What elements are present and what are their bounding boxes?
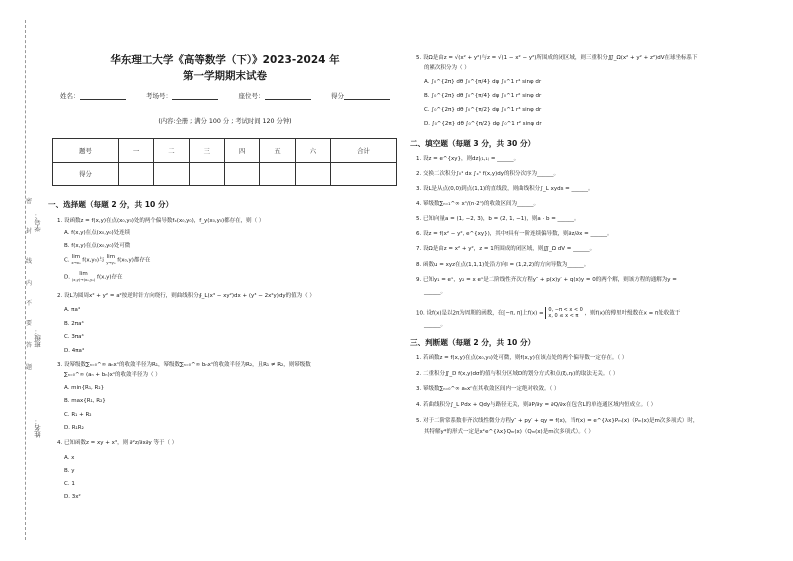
fill-blank-item-cont: ______。 [424,322,447,328]
candidate-info-row [60,91,390,100]
score-entry-cell[interactable] [224,162,259,186]
option-b: B. f(x,y)在点(x₀,y₀)处可微 [64,243,131,249]
score-table-cell: 合计 [331,139,397,163]
fill-blank-item: 9. 已知y₁ = eˣ，y₂ = x eˣ是二阶线性齐次方程y″ + p(x)y′ + q(x)y = 0的两个解，则该方程的通解为y = [416,277,677,283]
option-d: D. 4πa⁴ [64,348,85,354]
fill-blank-item: 1. 设z = e^{xy}，则dz|₍₁,₁₎ = ______。 [416,156,520,162]
seal-char: 线 [26,258,33,265]
fill-blank-item: 10. 设f(x)是以2π为周期的函数，在[−π, π]上f(x) = 0, −π < x < 0 x, 0 ≤ x < π ，则f(x)的傅里叶级数在x = π处收敛于 [416,307,681,319]
true-false-item: 5. 对于二阶常系数非齐次线性微分方程y″ + py′ + qy = f(x)，当f(x) = e^{λx}Pₘ(x)（Pₘ(x)是m次多项式）时， [416,418,699,424]
score-entry-cell[interactable] [295,162,330,186]
option-d: D. ∫₀^{2π} dθ ∫₀^{π/2} dφ ∫₀^1 r² sinφ dr [424,121,542,127]
score-entry-cell[interactable] [118,162,153,186]
fill-blank-item: 8. 函数u = xyz在点(1,1,1)处沿方向l = (1,2,2)的方向导数为______。 [416,262,590,268]
true-false-item: 2. 二重积分∬_D f(x,y)dσ的值与积分区域D的划分方式和点(ξᵢ,ηᵢ)的取法无关。（ ） [416,371,619,377]
seat-no-field: 座位号： [239,91,311,100]
score-table-cell: 题号 [53,139,119,163]
score-field: 得分 [331,91,390,100]
fill-blank-item-cont: ______。 [424,289,447,295]
fill-blank-item: 6. 设z = f(x² − y², e^{xy})，其中f具有一阶连续偏导数，则∂z/∂x = ______。 [416,231,613,237]
score-table-score-row [53,162,397,186]
section3-heading: 三、判断题（每题 2 分，共 10 分） [410,338,536,347]
question-stem-cont: ∑ₙ₌₀^∞ (aₙ + bₙ)xⁿ的收敛半径为（ ） [64,372,161,378]
option-b: B. ∫₀^{2π} dθ ∫₀^{π/4} dφ ∫₀^1 r² sinφ dr [424,93,542,99]
class-label: 班级： [34,328,42,348]
fill-blank-item: 3. 设L是从点(0,0)到点(1,1)的直线段，则曲线积分∫_L xyds = ______。 [416,186,594,192]
section1-heading: 一、选择题（每题 2 分，共 10 分） [48,200,174,209]
question-stem: 2. 设L为圆周x² + y² = a²按逆时针方向绕行，则曲线积分∮_L(x³ − xy²)dx + (y³ − 2x²y)dy的值为（ ） [57,293,315,299]
option-b: B. y [64,468,75,474]
exam-note: (内容:全册 ; 满分 100 分 ; 考试时间 120 分钟) [158,118,292,125]
seal-char: 不 [26,300,33,307]
true-false-item: 1. 若函数z = f(x,y)在点(x₀,y₀)处可微，则f(x,y)在该点处的两个偏导数一定存在。（ ） [416,355,628,361]
option-b: B. 2πa⁴ [64,321,84,327]
score-table-cell: 四 [224,139,259,163]
option-a: A. f(x,y)在点(x₀,y₀)处连续 [64,230,131,236]
true-false-item: 3. 幂级数∑ₙ₌₀^∞ aₙxⁿ在其收敛区间内一定绝对收敛。（ ） [416,386,560,392]
seal-char: 题 [26,364,33,371]
question-stem: 3. 设幂级数∑ₙ₌₀^∞ aₙxⁿ的收敛半径为R₁，幂级数∑ₙ₌₀^∞ bₙxⁿ的收敛半径为R₂，且R₁ ≠ R₂，则幂级数 [57,362,311,368]
score-table-cell: 得分 [53,162,119,186]
score-entry-cell[interactable] [331,162,397,186]
score-table-cell: 三 [189,139,224,163]
fill-blank-item: 2. 交换二次积分∫₀¹ dx ∫ₓ¹ f(x,y)dy的积分次序为______。 [416,171,560,177]
section2-heading: 二、填空题（每题 3 分，共 30 分） [410,139,536,148]
seal-char: 要 [26,320,33,327]
option-c: C. lim x→x₀ f(x,y₀)与 lim y→y₀ f(x₀,y)都存在 [64,254,151,265]
exam-no-field: 考场号： [146,91,218,100]
exam-title-line1: 华东理工大学《高等数学（下）》2023-2024 年 [110,54,340,66]
option-a: A. x [64,455,75,461]
option-c: C. 3πa⁴ [64,334,84,340]
option-c: C. R₁ + R₂ [64,412,92,418]
option-c: C. 1 [64,481,75,487]
score-table [52,138,397,186]
score-table-header-row [53,139,397,163]
fill-blank-item: 4. 幂级数∑ₙ₌₁^∞ xⁿ/(n·2ⁿ)的收敛区间为______。 [416,201,539,207]
option-a: A. min{R₁, R₂} [64,385,105,391]
seal-char: 答 [26,342,33,349]
score-table-cell: 五 [260,139,295,163]
option-a: A. πa⁴ [64,307,81,313]
seal-char: 密 [26,198,33,205]
option-c: C. ∫₀^{2π} dθ ∫₀^{π/2} dφ ∫₀^1 r⁴ sinφ dr [424,107,542,113]
true-false-item: 4. 若曲线积分∫_L Pdx + Qdy与路径无关，则∂P/∂y = ∂Q/∂x在包含L的单连通区域内恒成立。（ ） [416,402,657,408]
question-stem: 1. 设函数z = f(x,y)在点(x₀,y₀)处的两个偏导数fₓ(x₀,y₀)，f_y(x₀,y₀)都存在，则（ ） [57,218,265,224]
fill-blank-item: 5. 已知向量a = (1, −2, 3)，b = (2, 1, −1)，则a · b = ______。 [416,216,580,222]
score-table-cell: 六 [295,139,330,163]
option-a: A. ∫₀^{2π} dθ ∫₀^{π/4} dφ ∫₀^1 r⁴ sinφ dr [424,79,542,85]
exam-title-line2: 第一学期期末试卷 [183,70,267,82]
student-id-label: 学号： [34,212,42,232]
score-entry-cell[interactable] [154,162,189,186]
question-stem: 5. 设Ω是由z = √(x² + y²)与z = √(1 − x² − y²)所围成的闭区域，则三重积分∭_Ω(x² + y² + z²)dV在球坐标系下 [416,55,698,61]
score-table-cell: 一 [118,139,153,163]
fill-blank-item: 7. 设Ω是由z = x² + y²，z = 1所围成的闭区域，则∭_Ω dV = ______。 [416,246,596,252]
name-field: 姓名： [60,91,126,100]
option-d: D. R₁R₂ [64,425,84,431]
score-table-cell: 二 [154,139,189,163]
option-d: D. lim (x,y)→(x₀,y₀) f(x,y)存在 [64,271,123,282]
option-d: D. 3x² [64,494,81,500]
name-label: 姓名： [34,418,42,438]
question-stem: 4. 已知函数z = xy + x³，则 ∂²z/∂x∂y 等于（ ） [57,440,178,446]
seal-char: 内 [26,280,33,287]
question-stem-cont: 的累次积分为（ ） [424,65,470,71]
option-b: B. max{R₁, R₂} [64,398,106,404]
true-false-item-cont: 其特解y*的形式一定是xᵏe^{λx}Qₘ(x)（Qₘ(x)是m次多项式）。（ ） [424,429,594,435]
score-entry-cell[interactable] [189,162,224,186]
score-entry-cell[interactable] [260,162,295,186]
seal-char: 封 [26,228,33,235]
